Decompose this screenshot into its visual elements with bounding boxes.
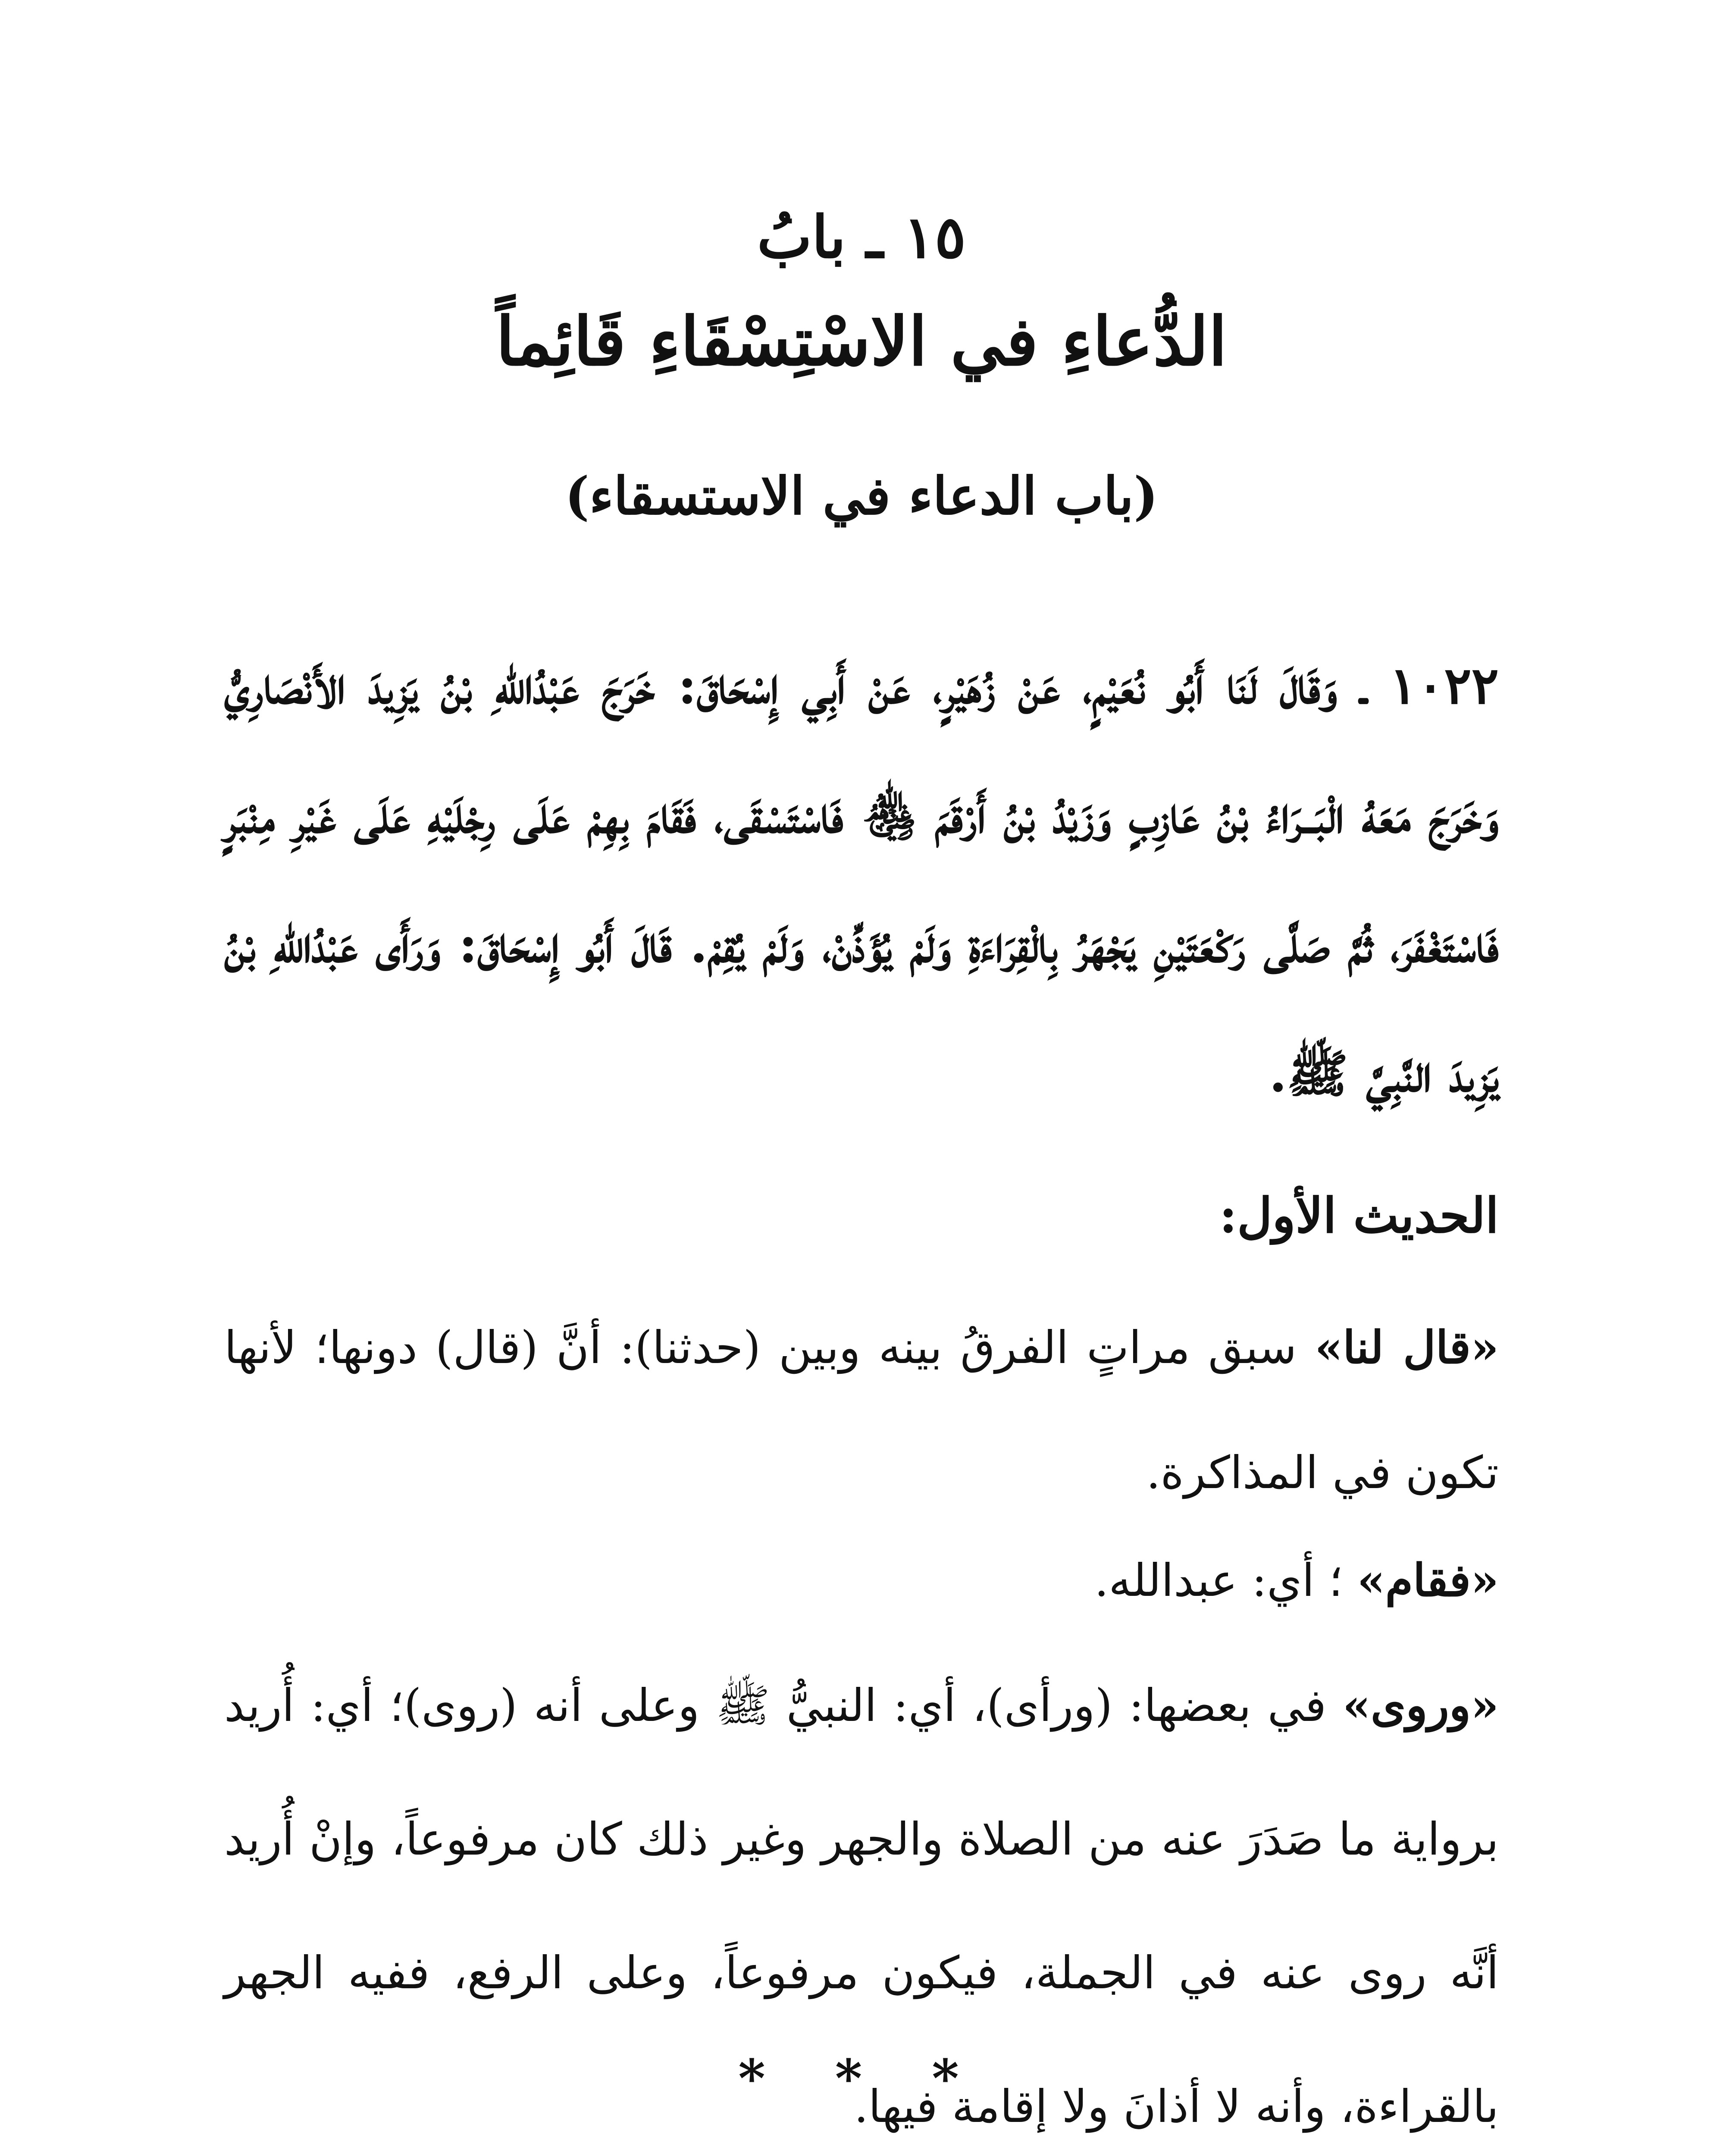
commentary-heading: الحديث الأول: [1219, 1188, 1499, 1244]
section-separator: * * * [738, 2048, 985, 2109]
commentary-text: ؛ أي: عبدالله. [1094, 1554, 1343, 1607]
commentary-quote: «فقام» [1357, 1554, 1499, 1607]
chapter-number: ١٥ ـ بابُ [757, 203, 966, 271]
hadith-1022 [224, 621, 1499, 1138]
hadith-text: وَقَالَ لَنَا أَبُو نُعَيْمٍ، عَنْ زُهَيْرٍ، عَنْ أَبِي إِسْحَاقَ: خَرَجَ عَبْدُاللهِ بْنُ يَزِيدَ الأَنْصَارِيُّ وَخَرَجَ مَعَهُ الْبَــرَاءُ بْنُ عَازِبٍ وَزَيْدُ بْنُ أَرْقَمَ ﵃ فَاسْتَسْقَى، فَقَامَ بِهِمْ عَلَى رِجْلَيْهِ عَلَى غَيْرِ مِنْبَرٍ فَاسْتَغْفَرَ، ثُمَّ صَلَّى رَكْعَتَيْنِ يَجْهَرُ بِالْقِرَاءَةِ وَلَمْ يُؤَذِّنْ، وَلَمْ يُقِمْ. قَالَ أَبُو إِسْحَاقَ: وَرَأَى عَبْدُاللهِ بْنُ يَزِيدَ النَّبِيَّ ﷺ. [224, 655, 1499, 1103]
chapter-subtitle: (باب الدعاء في الاستسقاء) [565, 466, 1158, 526]
commentary-quote: «قال لنا» [1315, 1321, 1499, 1374]
commentary-quote: «وروى» [1342, 1679, 1499, 1732]
commentary-text: في بعضها: (ورأى)، أي: النبيُّ ﷺ وعلى أنه (روى)؛ أي: أُريد برواية ما صَدَرَ عنه من الصلاة والجهر وغير ذلك كان مرفوعاً، وإنْ أُريد أنَّه روى عنه في الجملة، فيكون مرفوعاً، وعلى الرفع، ففيه الجهر بالقراءة، وأنه لا أذانَ ولا إقامة فيها. [224, 1679, 1499, 2133]
chapter-title: الدُّعاءِ في الاسْتِسْقَاءِ قَائِماً [496, 302, 1227, 381]
commentary-text: سبق مراتٍ الفرقُ بينه وبين (حدثنا): أنَّ (قال) دونها؛ لأنها تكون في المذاكرة. [224, 1321, 1499, 1499]
commentary-paragraph-2 [224, 1518, 1499, 1643]
commentary-paragraph-1 [224, 1285, 1499, 1535]
hadith-number: ١٠٢٢ ـ [1360, 655, 1499, 715]
